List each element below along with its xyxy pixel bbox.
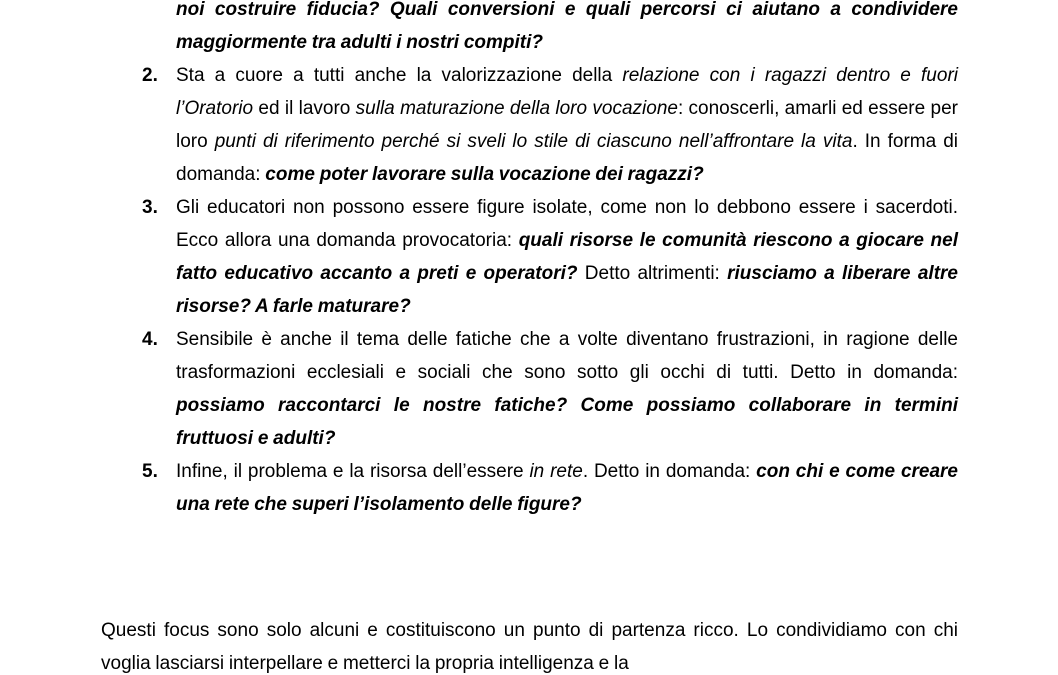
item-question: riusciamo a liberare altre risorse? A farle maturare? bbox=[176, 263, 959, 317]
item-1-question: noi costruire fiducia? Quali conversioni e quali percorsi ci aiutano a condividere maggiormente tra adulti i nostri compiti? bbox=[176, 0, 958, 53]
item-text: Gli educatori non possono essere figure isolate, come non lo debbono essere i sacerdoti. Ecco allora una domanda provocatoria: bbox=[176, 197, 958, 251]
item-question: con chi e come creare una rete che superi l’isolamento delle figure? bbox=[176, 461, 959, 515]
closing-paragraph: Questi focus sono solo alcuni e costituiscono un punto di partenza ricco. Lo condividiamo con chi voglia lasciarsi interpellare e metterci la propria intelligenza e la bbox=[101, 620, 958, 674]
item-text: Sta a cuore a tutti anche la valorizzazione della bbox=[176, 65, 623, 86]
item-text: ed il lavoro bbox=[253, 98, 356, 119]
item-question: possiamo raccontarci le nostre fatiche? Come possiamo collaborare in termini fruttuosi e adulti? bbox=[176, 395, 958, 449]
item-question: come poter lavorare sulla vocazione dei ragazzi? bbox=[265, 164, 704, 185]
list-item-5 bbox=[142, 455, 959, 521]
list-item-3 bbox=[142, 191, 959, 323]
list-item-4 bbox=[142, 323, 958, 455]
list-item-1-continuation bbox=[176, 0, 958, 59]
item-emphasis: punti di riferimento perché si sveli lo stile di ciascuno nell’affrontare la vita bbox=[214, 131, 853, 152]
item-text: Detto altrimenti: bbox=[577, 263, 728, 284]
item-number: 2. bbox=[142, 65, 158, 86]
item-emphasis: relazione con i ragazzi dentro e fuori l’Oratorio bbox=[176, 65, 958, 119]
item-number: 3. bbox=[142, 197, 158, 218]
item-emphasis: in rete bbox=[529, 461, 583, 482]
item-text: : conoscerli, amarli ed essere per loro bbox=[176, 98, 958, 152]
item-text: Infine, il problema e la risorsa dell’essere bbox=[176, 461, 530, 482]
item-number: 4. bbox=[142, 329, 158, 350]
list-item-2 bbox=[142, 59, 958, 191]
item-text: . In forma di domanda: bbox=[176, 131, 958, 185]
item-number: 5. bbox=[142, 461, 158, 482]
item-question: quali risorse le comunità riescono a giocare nel fatto educativo accanto a preti e operatori? bbox=[176, 230, 958, 284]
item-text: . Detto in domanda: bbox=[582, 461, 757, 482]
item-text: Sensibile è anche il tema delle fatiche che a volte diventano frustrazioni, in ragione delle trasformazioni ecclesiali e sociali che sono sotto gli occhi di tutti. Detto in domanda: bbox=[176, 329, 958, 383]
item-emphasis: sulla maturazione della loro vocazione bbox=[355, 98, 678, 119]
